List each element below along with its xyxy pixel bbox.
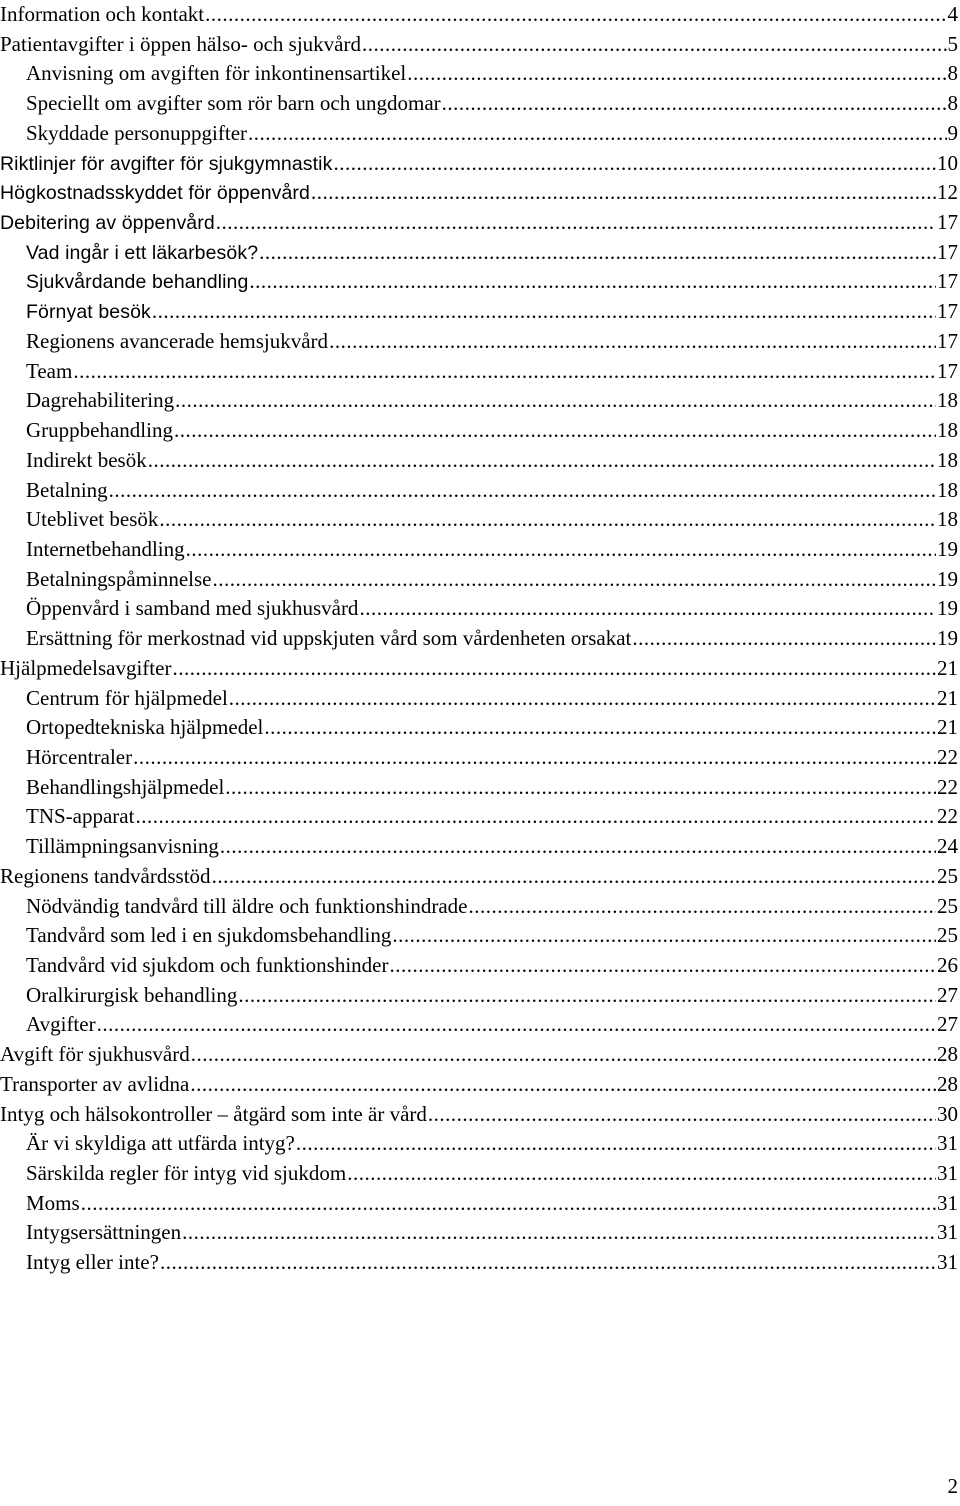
- toc-dot-leader: [389, 951, 936, 981]
- toc-dot-leader: [212, 565, 936, 595]
- toc-entry-page-number: 30: [937, 1101, 958, 1126]
- toc-entry-page-number: 18: [937, 388, 958, 413]
- toc-entry[interactable]: [0, 594, 958, 624]
- toc-dot-leader: [97, 1010, 936, 1040]
- toc-entry-page-number: 10: [937, 150, 958, 175]
- toc-entry[interactable]: [0, 1100, 958, 1130]
- toc-entry-page-number: 17: [937, 299, 958, 324]
- toc-entry-title: Speciellt om avgifter som rör barn och ungdomar: [26, 91, 441, 116]
- toc-entry-title: TNS-apparat: [26, 804, 135, 829]
- toc-dot-leader: [333, 149, 936, 179]
- toc-entry-title: Betalningspåminnelse: [26, 566, 212, 591]
- toc-dot-leader: [172, 654, 936, 684]
- toc-entry[interactable]: [0, 0, 958, 30]
- toc-entry-page-number: 21: [937, 715, 958, 740]
- toc-entry[interactable]: [0, 89, 958, 119]
- toc-entry-title: Hörcentraler: [26, 744, 133, 769]
- toc-entry-title: Vad ingår i ett läkarbesök?: [26, 241, 259, 264]
- toc-entry-title: Tandvård som led i en sjukdomsbehandling: [26, 923, 392, 948]
- toc-entry-page-number: 19: [937, 596, 958, 621]
- toc-entry-page-number: 31: [937, 1161, 958, 1186]
- toc-dot-leader: [152, 297, 936, 327]
- toc-dot-leader: [175, 386, 936, 416]
- toc-entry[interactable]: [0, 476, 958, 506]
- toc-entry[interactable]: [0, 327, 958, 357]
- toc-entry-page-number: 4: [947, 2, 958, 26]
- toc-entry-page-number: 17: [937, 328, 958, 353]
- toc-entry-title: Sjukvårdande behandling: [26, 271, 249, 294]
- toc-entry[interactable]: [0, 892, 958, 922]
- toc-entry-page-number: 19: [937, 536, 958, 561]
- toc-entry-page-number: 18: [937, 418, 958, 443]
- toc-entry-title: Tillämpningsanvisning: [26, 834, 219, 859]
- toc-dot-leader: [81, 1189, 936, 1219]
- toc-entry[interactable]: [0, 1010, 958, 1040]
- toc-dot-leader: [238, 981, 936, 1011]
- toc-entry-page-number: 25: [937, 893, 958, 918]
- toc-entry-page-number: 8: [947, 61, 958, 86]
- toc-entry-title: Dagrehabilitering: [26, 388, 175, 413]
- toc-entry-title: Betalning: [26, 477, 108, 502]
- toc-entry[interactable]: [0, 981, 958, 1011]
- toc-entry-title: Gruppbehandling: [26, 418, 173, 443]
- toc-dot-leader: [329, 327, 936, 357]
- toc-entry-title: Högkostnadsskyddet för öppenvård: [0, 182, 310, 205]
- toc-dot-leader: [296, 1129, 936, 1159]
- toc-dot-leader: [362, 30, 947, 60]
- toc-dot-leader: [632, 624, 936, 654]
- toc-entry-page-number: 31: [937, 1190, 958, 1215]
- toc-dot-leader: [249, 267, 936, 297]
- toc-entry[interactable]: [0, 862, 958, 892]
- toc-entry[interactable]: [0, 416, 958, 446]
- toc-entry-page-number: 25: [937, 863, 958, 888]
- toc-entry[interactable]: [0, 624, 958, 654]
- toc-entry-page-number: 12: [937, 180, 958, 205]
- toc-entry[interactable]: [0, 951, 958, 981]
- toc-entry[interactable]: [0, 505, 958, 535]
- toc-entry[interactable]: [0, 386, 958, 416]
- toc-entry-page-number: 9: [947, 120, 958, 145]
- toc-entry-title: Ortopedtekniska hjälpmedel: [26, 715, 264, 740]
- toc-entry-title: Är vi skyldiga att utfärda intyg?: [26, 1131, 295, 1156]
- toc-entry-page-number: 18: [937, 507, 958, 532]
- toc-entry[interactable]: [0, 743, 958, 773]
- toc-entry-title: Uteblivet besök: [26, 507, 159, 532]
- toc-entry-page-number: 21: [937, 655, 958, 680]
- toc-entry-page-number: 17: [937, 269, 958, 294]
- toc-entry[interactable]: [0, 208, 958, 238]
- toc-entry-page-number: 28: [937, 1071, 958, 1096]
- toc-dot-leader: [259, 238, 936, 268]
- toc-dot-leader: [109, 476, 936, 506]
- toc-entry-title: Intyg och hälsokontroller – åtgärd som inte är vård: [0, 1101, 427, 1126]
- toc-entry-page-number: 18: [937, 477, 958, 502]
- toc-entry[interactable]: [0, 446, 958, 476]
- toc-dot-leader: [174, 416, 936, 446]
- toc-dot-leader: [133, 743, 936, 773]
- toc-entry[interactable]: [0, 654, 958, 684]
- toc-entry-page-number: 17: [937, 239, 958, 264]
- toc-entry-title: Tandvård vid sjukdom och funktionshinder: [26, 953, 389, 977]
- toc-entry-title: Ersättning för merkostnad vid uppskjuten vård som vårdenheten orsakat: [26, 626, 632, 651]
- toc-dot-leader: [311, 178, 936, 208]
- toc-entry-title: Anvisning om avgiften för inkontinensartikel: [26, 61, 407, 86]
- toc-entry-page-number: 26: [937, 953, 958, 977]
- toc-entry-page-number: 25: [937, 923, 958, 948]
- toc-entry-title: Avgifter: [26, 1012, 96, 1037]
- toc-entry-title: Riktlinjer för avgifter för sjukgymnastik: [0, 152, 333, 175]
- toc-dot-leader: [407, 59, 946, 89]
- toc-entry[interactable]: [0, 1248, 958, 1278]
- toc-dot-leader: [191, 1040, 936, 1070]
- toc-dot-leader: [135, 802, 936, 832]
- toc-entry-page-number: 21: [937, 685, 958, 710]
- toc-entry-page-number: 31: [937, 1220, 958, 1245]
- toc-dot-leader: [220, 832, 936, 862]
- toc-dot-leader: [205, 0, 946, 30]
- toc-entry-title: Centrum för hjälpmedel: [26, 685, 228, 710]
- toc-entry-title: Särskilda regler för intyg vid sjukdom: [26, 1161, 347, 1186]
- toc-entry-title: Regionens avancerade hemsjukvård: [26, 328, 329, 353]
- toc-entry-title: Intygsersättningen: [26, 1220, 182, 1245]
- toc-entry-title: Internetbehandling: [26, 536, 185, 561]
- toc-dot-leader: [73, 357, 936, 387]
- toc-dot-leader: [392, 921, 936, 951]
- toc-entry[interactable]: [0, 30, 958, 60]
- toc-entry-page-number: 22: [937, 744, 958, 769]
- toc-entry[interactable]: [0, 1189, 958, 1219]
- toc-entry-page-number: 8: [947, 91, 958, 116]
- toc-entry-page-number: 27: [937, 982, 958, 1007]
- toc-entry[interactable]: [0, 238, 958, 268]
- toc-entry[interactable]: [0, 565, 958, 595]
- toc-entry-page-number: 17: [937, 358, 958, 383]
- toc-entry-title: Förnyat besök: [26, 301, 151, 324]
- toc-dot-leader: [160, 1248, 936, 1278]
- toc-dot-leader: [264, 713, 936, 743]
- toc-dot-leader: [248, 119, 946, 149]
- toc-entry[interactable]: [0, 1218, 958, 1248]
- toc-entry-title: Indirekt besök: [26, 447, 147, 472]
- toc-entry-title: Regionens tandvårdsstöd: [0, 863, 211, 888]
- toc-entry-title: Transporter av avlidna: [0, 1071, 190, 1096]
- page-number: 2: [947, 1474, 958, 1498]
- toc-entry-title: Information och kontakt: [0, 2, 205, 26]
- toc-entry-page-number: 17: [937, 210, 958, 235]
- toc-entry[interactable]: [0, 773, 958, 803]
- toc-dot-leader: [428, 1100, 936, 1130]
- toc-entry-page-number: 24: [937, 834, 958, 859]
- toc-dot-leader: [190, 1070, 936, 1100]
- toc-dot-leader: [212, 862, 936, 892]
- toc-entry-title: Intyg eller inte?: [26, 1250, 159, 1275]
- toc-entry-title: Moms: [26, 1190, 80, 1215]
- toc-dot-leader: [347, 1159, 936, 1189]
- toc-dot-leader: [216, 208, 936, 238]
- toc-entry-title: Öppenvård i samband med sjukhusvård: [26, 596, 359, 621]
- toc-entry-page-number: 28: [937, 1042, 958, 1067]
- toc-entry-page-number: 18: [937, 447, 958, 472]
- toc-entry-page-number: 31: [937, 1250, 958, 1275]
- toc-entry-page-number: 27: [937, 1012, 958, 1037]
- toc-entry[interactable]: [0, 921, 958, 951]
- toc-entry[interactable]: [0, 178, 958, 208]
- toc-entry[interactable]: [0, 119, 958, 149]
- toc-entry-title: Hjälpmedelsavgifter: [0, 655, 172, 680]
- toc-entry[interactable]: [0, 1040, 958, 1070]
- toc-entry[interactable]: [0, 297, 958, 327]
- toc-dot-leader: [159, 505, 936, 535]
- toc-entry[interactable]: [0, 684, 958, 714]
- toc-entry[interactable]: [0, 357, 958, 387]
- toc-entry[interactable]: [0, 1159, 958, 1189]
- toc-dot-leader: [442, 89, 947, 119]
- toc-entry[interactable]: [0, 713, 958, 743]
- toc-entry[interactable]: [0, 149, 958, 179]
- toc-entry[interactable]: [0, 535, 958, 565]
- toc-entry-title: Behandlingshjälpmedel: [26, 774, 225, 799]
- toc-entry-page-number: 19: [937, 566, 958, 591]
- toc-entry-page-number: 5: [947, 31, 958, 56]
- toc-entry-title: Oralkirurgisk behandling: [26, 982, 238, 1007]
- toc-dot-leader: [148, 446, 936, 476]
- toc-dot-leader: [182, 1218, 936, 1248]
- toc-dot-leader: [468, 892, 936, 922]
- toc-entry[interactable]: [0, 59, 958, 89]
- toc-entry[interactable]: [0, 267, 958, 297]
- toc-dot-leader: [229, 684, 936, 714]
- toc-entry-title: Debitering av öppenvård: [0, 212, 215, 235]
- toc-entry[interactable]: [0, 802, 958, 832]
- toc-dot-leader: [225, 773, 936, 803]
- toc-entry-title: Team: [26, 358, 73, 383]
- toc-entry[interactable]: [0, 832, 958, 862]
- toc-entry[interactable]: [0, 1129, 958, 1159]
- toc-dot-leader: [186, 535, 936, 565]
- toc-entry-page-number: 22: [937, 774, 958, 799]
- toc-entry-title: Patientavgifter i öppen hälso- och sjukvård: [0, 31, 361, 56]
- toc-entry-title: Nödvändig tandvård till äldre och funktionshindrade: [26, 893, 468, 918]
- toc-entry-page-number: 22: [937, 804, 958, 829]
- toc-entry-page-number: 19: [937, 626, 958, 651]
- toc-dot-leader: [359, 594, 936, 624]
- toc-entry-title: Skyddade personuppgifter: [26, 120, 248, 145]
- toc-entry-title: Avgift för sjukhusvård: [0, 1042, 190, 1067]
- toc-entry-page-number: 31: [937, 1131, 958, 1156]
- toc-entry[interactable]: [0, 1070, 958, 1100]
